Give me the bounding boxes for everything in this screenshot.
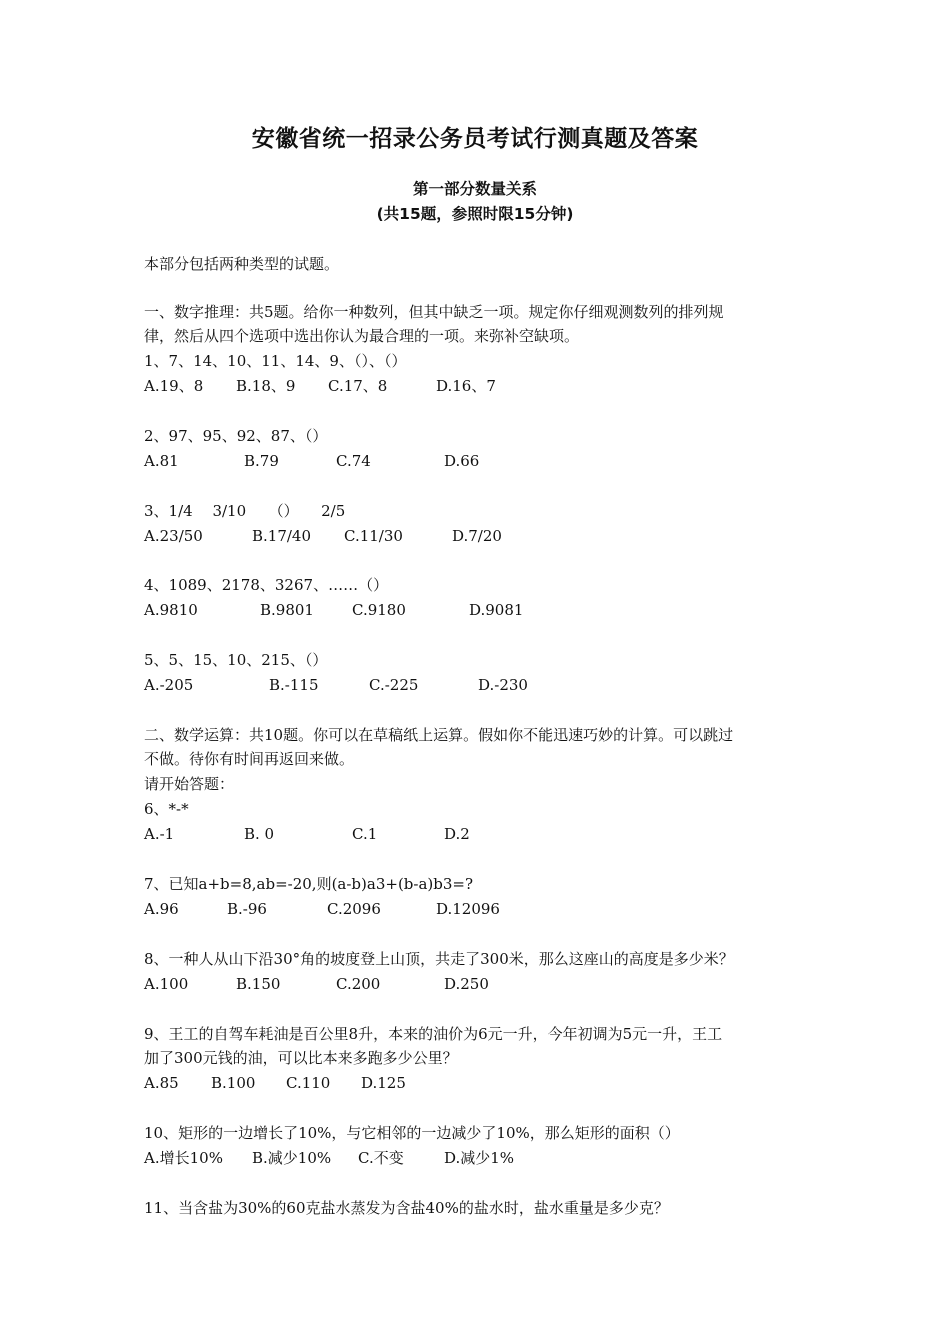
option-d: D.减少1% (444, 1149, 515, 1167)
section2-instructions-line2: 不做。待你有时间再返回来做。 (144, 750, 355, 768)
option-c: C.-225 (369, 676, 419, 694)
question-options (144, 1148, 814, 1168)
option-a: A.85 (144, 1074, 179, 1092)
option-c: C.不变 (358, 1149, 404, 1167)
section2-instructions-line3: 请开始答题： (144, 775, 235, 793)
question-stem-continued: 加了300元钱的油，可以比本来多跑多少公里？ (144, 1049, 458, 1067)
question-options (144, 600, 814, 620)
question-options (144, 451, 814, 471)
question-options (144, 526, 814, 546)
question-stem: 2、97、95、92、87、（） (144, 427, 328, 445)
question-stem: 3、1/4 3/10 （） 2/5 (144, 502, 346, 520)
option-a: A.19、8 (144, 377, 204, 395)
section2-instructions-line1: 二、数学运算：共10题。你可以在草稿纸上运算。假如你不能迅速巧妙的计算。可以跳过 (144, 726, 734, 744)
option-b: B.-96 (227, 900, 267, 918)
option-d: D.16、7 (436, 377, 496, 395)
option-b: B.150 (236, 975, 281, 993)
question-options (144, 675, 814, 695)
question-stem: 9、王工的自驾车耗油是百公里8升，本来的油价为6元一升，今年初调为5元一升，王工 (144, 1025, 723, 1043)
option-c: C.17、8 (328, 377, 388, 395)
option-b: B.9801 (260, 601, 314, 619)
option-d: D.2 (444, 825, 470, 843)
section1-instructions-line1: 一、数字推理：共5题。给你一种数列，但其中缺乏一项。规定你仔细观测数列的排列规 (144, 303, 724, 321)
section1-instructions-line2: 律，然后从四个选项中选出你认为最合理的一项。来弥补空缺项。 (144, 327, 580, 345)
option-a: A.23/50 (144, 527, 203, 545)
option-a: A.100 (144, 975, 189, 993)
option-c: C.9180 (352, 601, 406, 619)
option-b: B. 0 (244, 825, 275, 843)
option-c: C.74 (336, 452, 371, 470)
question-stem: 8、一种人从山下沿30°角的坡度登上山顶，共走了300米，那么这座山的高度是多少米？ (144, 950, 734, 968)
option-a: A.增长10% (144, 1149, 223, 1167)
question-stem: 10、矩形的一边增长了10%，与它相邻的一边减少了10%，那么矩形的面积（） (144, 1124, 680, 1142)
part-note: (共15题，参照时限15分钟) (376, 205, 574, 223)
option-c: C.1 (352, 825, 378, 843)
question-options (144, 824, 814, 844)
document-title: 安徽省统一招录公务员考试行测真题及答案 (251, 126, 699, 152)
option-c: C.110 (286, 1074, 331, 1092)
option-d: D.125 (361, 1074, 406, 1092)
option-b: B.17/40 (252, 527, 312, 545)
option-d: D.66 (444, 452, 480, 470)
option-b: B.100 (211, 1074, 256, 1092)
option-c: C.11/30 (344, 527, 403, 545)
option-d: D.7/20 (452, 527, 502, 545)
question-stem: 4、1089、2178、3267、……（） (144, 576, 389, 594)
question-options (144, 974, 814, 994)
option-b: B.79 (244, 452, 279, 470)
question-options (144, 899, 814, 919)
option-d: D.250 (444, 975, 489, 993)
option-a: A.-205 (144, 676, 194, 694)
option-c: C.2096 (327, 900, 381, 918)
question-stem: 6、*-* (144, 800, 189, 818)
option-c: C.200 (336, 975, 381, 993)
option-d: D.12096 (436, 900, 500, 918)
question-stem: 5、5、15、10、215、（） (144, 651, 328, 669)
question-options (144, 376, 814, 396)
part-title: 第一部分数量关系 (412, 180, 537, 198)
question-options (144, 1073, 814, 1093)
option-d: D.9081 (469, 601, 524, 619)
option-a: A.-1 (144, 825, 175, 843)
option-b: B.减少10% (252, 1149, 332, 1167)
question-stem: 11、当含盐为30%的60克盐水蒸发为含盐40%的盐水时，盐水重量是多少克？ (144, 1199, 669, 1217)
option-d: D.-230 (478, 676, 528, 694)
option-b: B.18、9 (236, 377, 296, 395)
question-stem: 7、已知a+b=8,ab=-20,则(a-b)a3+(b-a)b3=? (144, 875, 474, 893)
question-stem: 1、7、14、10、11、14、9、（）、（） (144, 352, 407, 370)
option-b: B.-115 (269, 676, 319, 694)
option-a: A.96 (144, 900, 179, 918)
intro-text: 本部分包括两种类型的试题。 (144, 255, 340, 273)
option-a: A.81 (144, 452, 179, 470)
option-a: A.9810 (144, 601, 198, 619)
